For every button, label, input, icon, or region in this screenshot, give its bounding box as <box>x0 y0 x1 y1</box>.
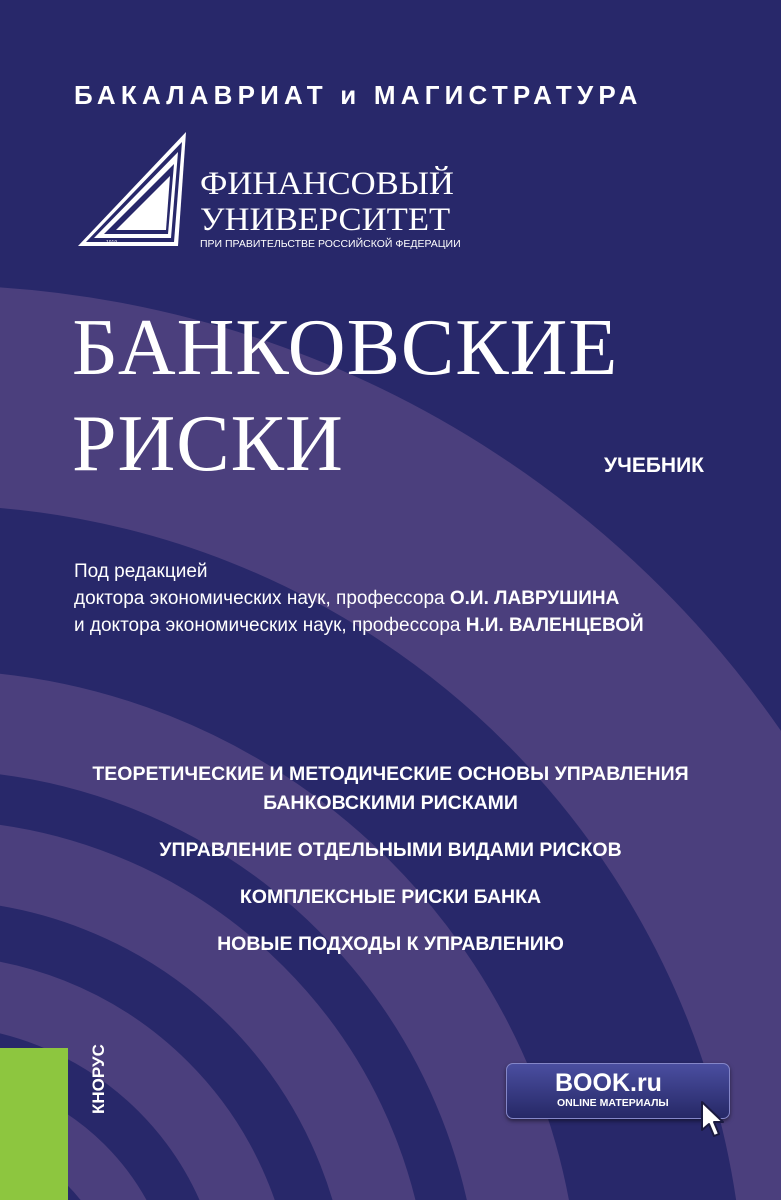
book-title-line2: РИСКИ <box>72 400 344 488</box>
publisher-color-bar <box>0 1048 68 1200</box>
university-name-line1: ФИНАНСОВЫЙ <box>200 166 454 202</box>
editor-1-title: доктора экономических наук, профессора <box>74 588 445 609</box>
editor-1 <box>74 585 644 612</box>
editors-block <box>74 558 644 639</box>
university-logo <box>78 130 461 250</box>
book-title-line1: БАНКОВСКИЕ <box>72 304 619 392</box>
topic-1-line1: ТЕОРЕТИЧЕСКИЕ И МЕТОДИЧЕСКИЕ ОСНОВЫ УПРАВЛЕНИЯ <box>92 763 689 785</box>
logo-year: 1919 <box>106 240 118 246</box>
mouse-cursor-icon <box>700 1100 726 1140</box>
sail-logo-icon <box>78 130 198 250</box>
topic-3: КОМПЛЕКСНЫЕ РИСКИ БАНКА <box>239 886 542 908</box>
editor-1-name: О.И. ЛАВРУШИНА <box>449 588 620 609</box>
topics-list <box>0 760 781 959</box>
topic-2: УПРАВЛЕНИЕ ОТДЕЛЬНЫМИ ВИДАМИ РИСКОВ <box>159 839 622 861</box>
bookru-badge[interactable] <box>506 1063 730 1119</box>
topic-4: НОВЫЕ ПОДХОДЫ К УПРАВЛЕНИЮ <box>217 933 564 955</box>
book-type: УЧЕБНИК <box>604 454 704 477</box>
bookru-name: BOOK.ru <box>555 1069 662 1097</box>
publisher-name: КНОРУС <box>89 1044 108 1114</box>
editor-2-name: Н.И. ВАЛЕНЦЕВОЙ <box>465 615 644 636</box>
topic-1-line2: БАНКОВСКИМИ РИСКАМИ <box>263 792 518 814</box>
editor-2-title: и доктора экономических наук, профессора <box>74 615 461 636</box>
book-title <box>72 300 618 492</box>
university-subtitle: ПРИ ПРАВИТЕЛЬСТВЕ РОССИЙСКОЙ ФЕДЕРАЦИИ <box>200 238 461 250</box>
university-name-line2: УНИВЕРСИТЕТ <box>200 202 451 238</box>
bookru-subtitle: ONLINE МАТЕРИАЛЫ <box>557 1097 669 1109</box>
editors-intro: Под редакцией <box>74 561 208 582</box>
editor-2 <box>74 612 644 639</box>
series-label: БАКАЛАВРИАТ и МАГИСТРАТУРА <box>74 80 643 110</box>
